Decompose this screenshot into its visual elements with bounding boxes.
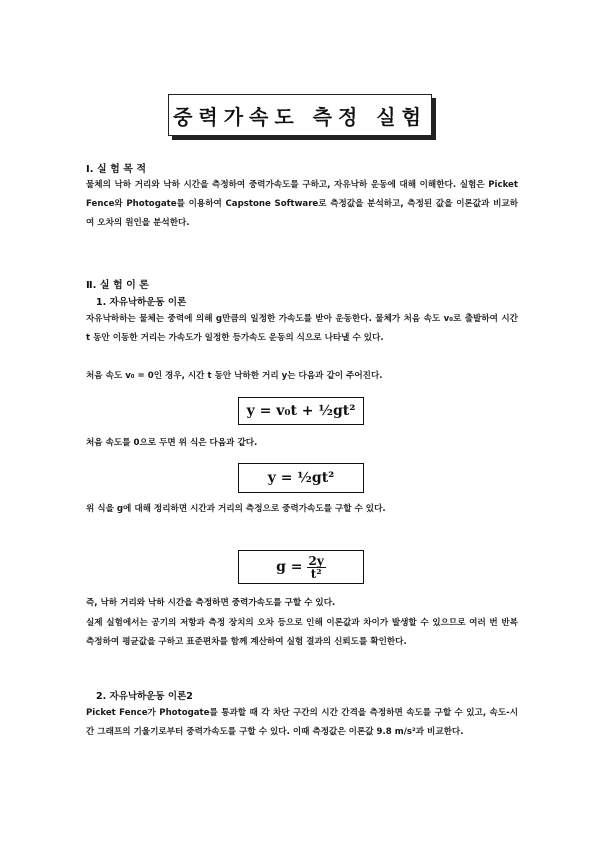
theory-paragraph-5: 즉, 낙하 거리와 낙하 시간을 측정하면 중력가속도를 구할 수 있다. <box>86 598 336 608</box>
equation-3-numerator: 2y <box>308 553 324 568</box>
equation-2: y = ½gt² <box>267 470 335 486</box>
equation-3-denominator: t² <box>310 566 322 581</box>
equation-3-fraction <box>307 555 326 580</box>
subheading-free-fall: 1. 자유낙하운동 이론 <box>96 297 187 308</box>
equation-1: y = v₀t + ½gt² <box>246 403 356 419</box>
subheading-free-fall-2: 2. 자유낙하운동 이론2 <box>96 691 193 702</box>
section-heading-purpose: Ⅰ. 실 험 목 적 <box>86 164 147 175</box>
purpose-paragraph: 물체의 낙하 거리와 낙하 시간을 측정하여 중력가속도를 구하고, 자유낙하 운동에 대해 이해한다. 실험은 Picket Fence와 Photogate를 이용하여 Capstone Software로 측정값을 분석하고, 측정된 값을 이론값과 비교하여 오차의 원인을 분석한다. <box>86 180 518 228</box>
theory-paragraph-1: 자유낙하하는 물체는 중력에 의해 g만큼의 일정한 가속도를 받아 운동한다. 물체가 처음 속도 v₀로 출발하여 시간 t 동안 이동한 거리는 가속도가 일정한 등가속도 운동의 식으로 나타낼 수 있다. <box>86 314 518 343</box>
theory-paragraph-3: 처음 속도를 0으로 두면 위 식은 다음과 같다. <box>86 438 258 448</box>
equation-box-1 <box>238 397 364 425</box>
page-title: 중력가속도 측정 실험 <box>173 104 427 129</box>
equation-box-2 <box>238 463 364 493</box>
equation-3-lhs: g = <box>276 559 303 575</box>
equation-box-3 <box>238 550 364 584</box>
section-heading-theory: Ⅱ. 실 험 이 론 <box>86 280 149 291</box>
theory-paragraph-4: 위 식을 g에 대해 정리하면 시간과 거리의 측정으로 중력가속도를 구할 수 있다. <box>86 504 386 514</box>
theory-paragraph-6: 실제 실험에서는 공기의 저항과 측정 장치의 오차 등으로 인해 이론값과 차이가 발생할 수 있으므로 여러 번 반복 측정하여 평균값을 구하고 표준편차를 함께 계산하여 실험 결과의 신뢰도를 확인한다. <box>86 618 518 647</box>
theory-paragraph-2: 처음 속도 v₀ = 0인 경우, 시간 t 동안 낙하한 거리 y는 다음과 같이 주어진다. <box>86 371 383 381</box>
theory-paragraph-7: Picket Fence가 Photogate를 통과할 때 각 차단 구간의 시간 간격을 측정하면 속도를 구할 수 있고, 속도-시간 그래프의 기울기로부터 중력가속도를 구할 수 있다. 이때 측정값은 이론값 9.8 m/s²과 비교한다. <box>86 708 518 737</box>
title-box <box>168 94 432 136</box>
